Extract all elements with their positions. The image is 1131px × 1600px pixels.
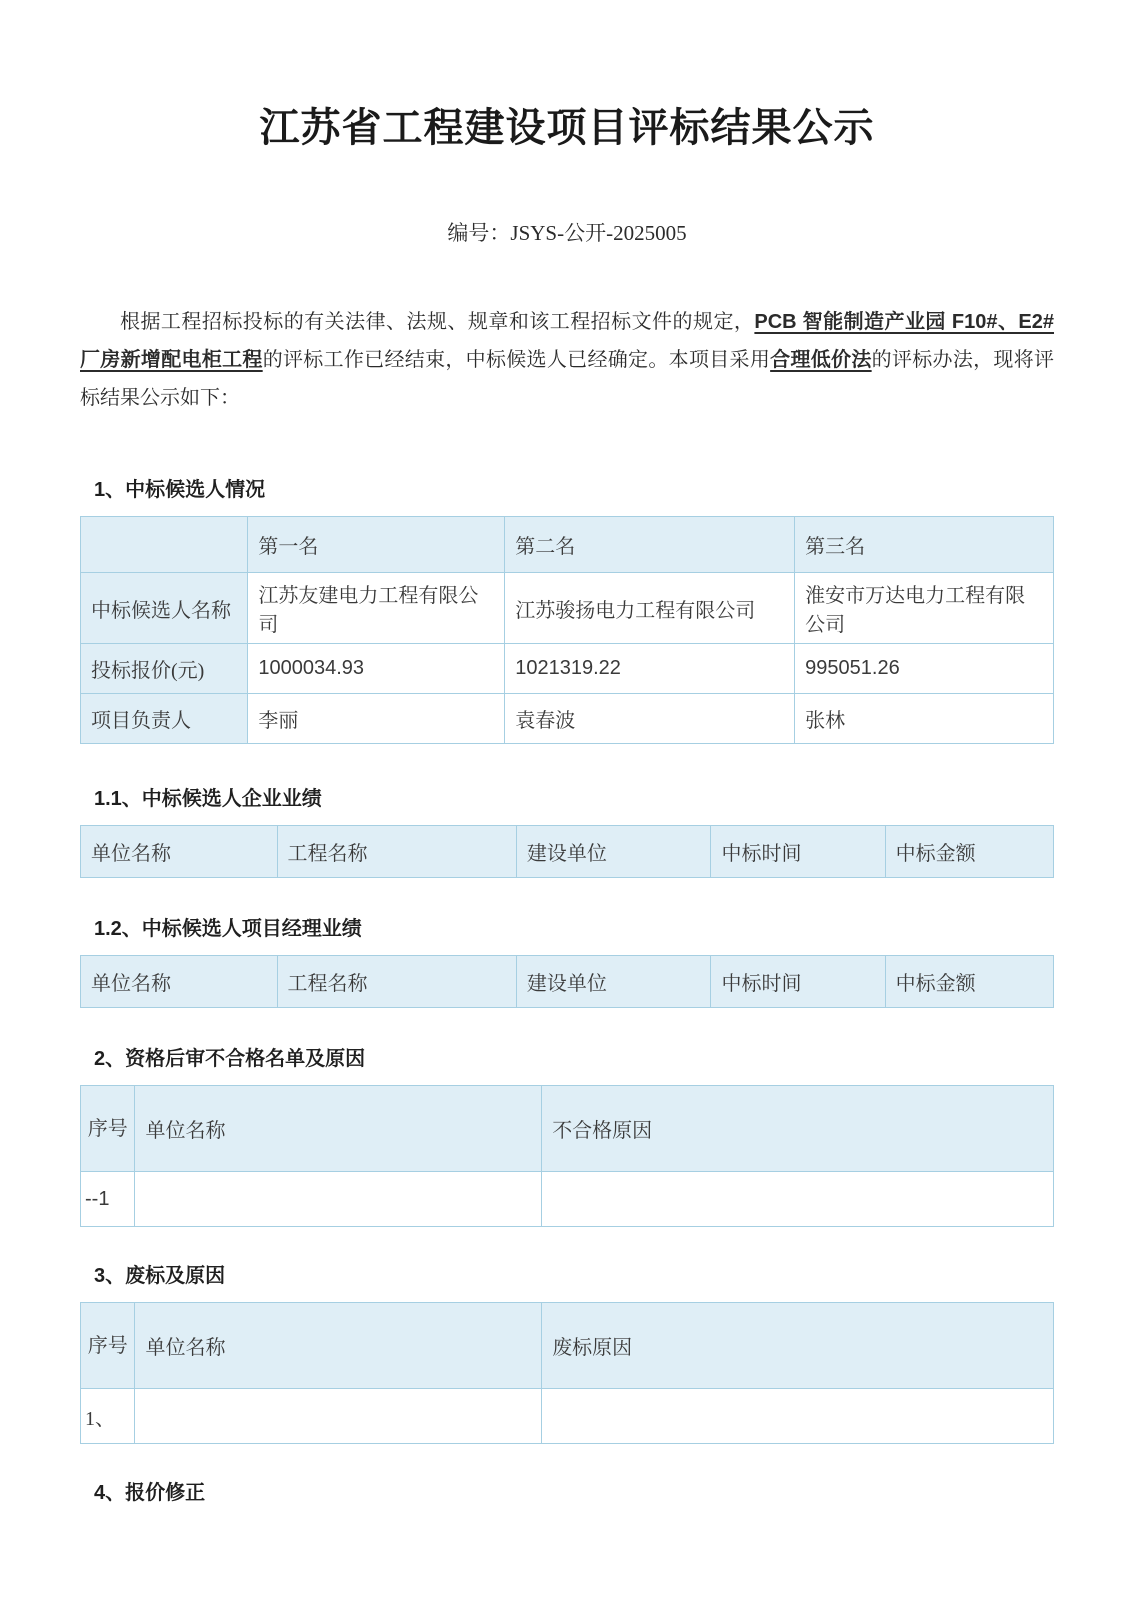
rejected-row-name: [135, 1389, 542, 1444]
project-manager-2: 袁春波: [505, 694, 795, 744]
page-title: 江苏省工程建设项目评标结果公示: [259, 105, 875, 150]
disqualified-table: [80, 1085, 1054, 1227]
row-label-project-manager: 项目负责人: [81, 694, 248, 744]
manager-performance-header-row: [81, 956, 1054, 1008]
rejected-row-reason: [542, 1389, 1054, 1444]
disqualified-row-name: [135, 1172, 542, 1227]
col-header-unit-name: 单位名称: [135, 1086, 542, 1172]
rejected-row-no: 1、: [81, 1389, 135, 1444]
disqualified-row-reason: [542, 1172, 1054, 1227]
intro-part2: 的评标工作已经结束，中标候选人已经确定。本项目采用: [262, 349, 771, 371]
section-1-1-heading: 1.1、中标候选人企业业绩: [94, 788, 322, 810]
candidate-name-2: 江苏骏扬电力工程有限公司: [505, 573, 795, 644]
section-2-heading: 2、资格后审不合格名单及原因: [94, 1048, 366, 1070]
doc-number: 编号：JSYS-公开-2025005: [447, 221, 687, 245]
candidates-header-row: [81, 517, 1054, 573]
col-header-reject-reason: 废标原因: [542, 1303, 1054, 1389]
table-row: [81, 694, 1054, 744]
candidates-header-third: 第三名: [795, 517, 1054, 573]
col-header-seq-no: 序号: [81, 1303, 135, 1389]
col-header-construction-unit: 建设单位: [516, 956, 711, 1008]
col-header-unit-name: 单位名称: [81, 826, 278, 878]
bid-price-3: 995051.26: [795, 644, 1054, 694]
col-header-award-amount: 中标金额: [885, 826, 1053, 878]
rejected-table: [80, 1302, 1054, 1444]
evaluation-method: 合理低价法: [770, 349, 872, 371]
section-1-2-heading: 1.2、中标候选人项目经理业绩: [94, 918, 362, 940]
col-header-unit-name: 单位名称: [135, 1303, 542, 1389]
col-header-award-time: 中标时间: [711, 826, 885, 878]
intro-part1: 根据工程招标投标的有关法律、法规、规章和该工程招标文件的规定，: [120, 311, 755, 333]
candidates-header-second: 第二名: [505, 517, 795, 573]
col-header-construction-unit: 建设单位: [516, 826, 711, 878]
bid-price-1: 1000034.93: [248, 644, 505, 694]
col-header-fail-reason: 不合格原因: [542, 1086, 1054, 1172]
candidate-name-3: 淮安市万达电力工程有限公司: [795, 573, 1054, 644]
row-label-candidate-name: 中标候选人名称: [81, 573, 248, 644]
col-header-project-name: 工程名称: [277, 956, 516, 1008]
table-row: [81, 573, 1054, 644]
col-header-award-time: 中标时间: [711, 956, 885, 1008]
rejected-header-row: [81, 1303, 1054, 1389]
section-3-heading: 3、废标及原因: [94, 1265, 226, 1287]
manager-performance-table: [80, 955, 1054, 1008]
row-label-bid-price: 投标报价(元): [81, 644, 248, 694]
col-header-unit-name: 单位名称: [81, 956, 278, 1008]
col-header-seq-no: 序号: [81, 1086, 135, 1172]
section-4-heading: 4、报价修正: [94, 1482, 206, 1504]
project-manager-3: 张林: [795, 694, 1054, 744]
disqualified-header-row: [81, 1086, 1054, 1172]
table-row: [81, 1389, 1054, 1444]
candidates-header-first: 第一名: [248, 517, 505, 573]
enterprise-performance-table: [80, 825, 1054, 878]
candidates-table: [80, 516, 1054, 744]
project-manager-1: 李丽: [248, 694, 505, 744]
intro-part3: 的评标办法，现将评标结果公示如下：: [80, 349, 1055, 409]
candidate-name-1: 江苏友建电力工程有限公司: [248, 573, 505, 644]
table-row: [81, 644, 1054, 694]
col-header-award-amount: 中标金额: [885, 956, 1053, 1008]
col-header-project-name: 工程名称: [277, 826, 516, 878]
enterprise-performance-header-row: [81, 826, 1054, 878]
intro-paragraph: [80, 303, 1054, 417]
bid-price-2: 1021319.22: [505, 644, 795, 694]
table-row: [81, 1172, 1054, 1227]
project-name: PCB 智能制造产业园 F10#、E2#厂房新增配电柜工程: [80, 311, 1055, 371]
section-1-heading: 1、中标候选人情况: [94, 479, 266, 501]
disqualified-row-no: --1: [81, 1172, 135, 1227]
candidates-header-empty: [81, 517, 248, 573]
